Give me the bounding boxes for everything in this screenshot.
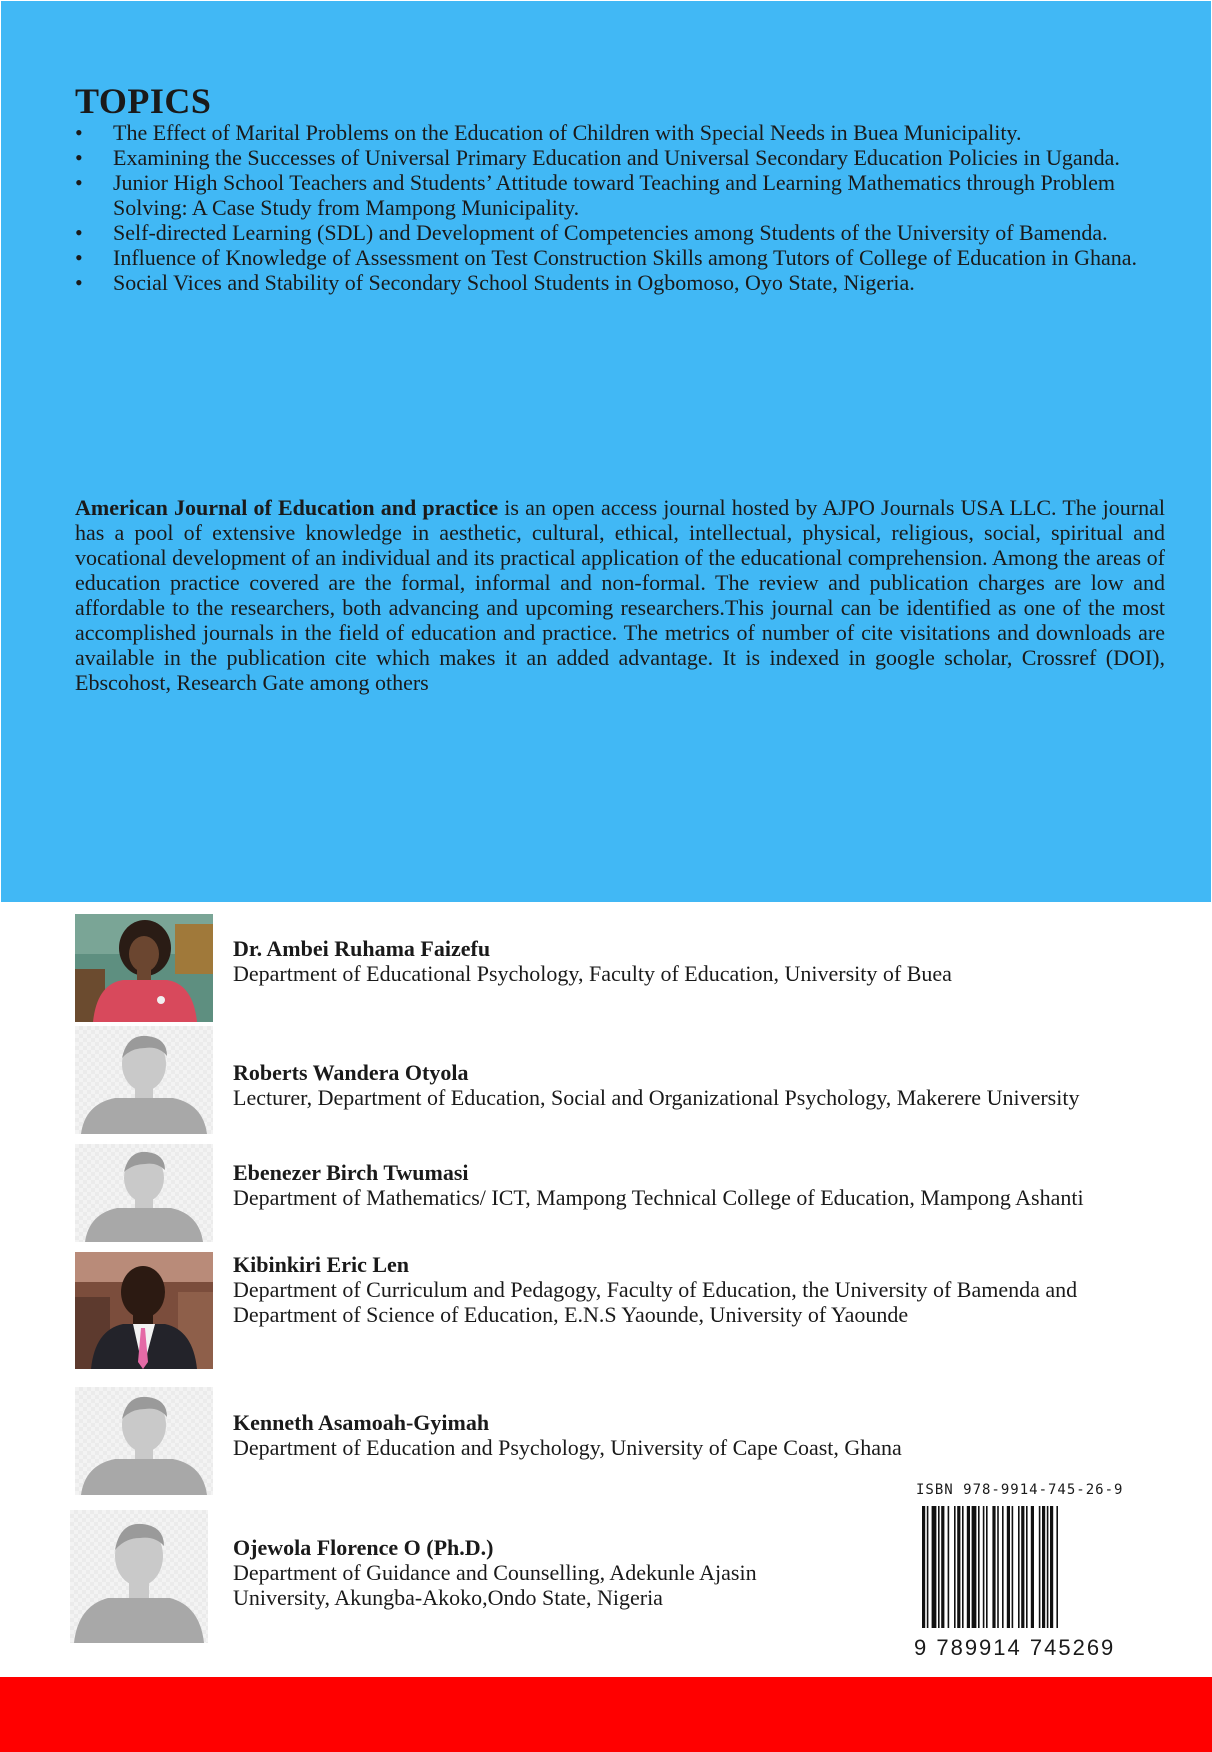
barcode-bar — [983, 1506, 985, 1628]
barcode-bar — [986, 1506, 988, 1628]
author-info — [233, 1252, 1158, 1327]
bullet-icon: • — [75, 120, 83, 145]
bullet-icon: • — [75, 145, 83, 170]
author-department: Lecturer, Department of Education, Social and Organizational Psychology, Makerere University — [233, 1085, 1080, 1110]
barcode-bar — [954, 1506, 956, 1628]
bullet-icon: • — [75, 170, 83, 195]
author-name: Ebenezer Birch Twumasi — [233, 1160, 469, 1185]
author-name: Dr. Ambei Ruhama Faizefu — [233, 936, 491, 961]
barcode-bar — [957, 1506, 960, 1628]
barcode-bar — [1031, 1506, 1034, 1628]
barcode-bar — [1012, 1506, 1014, 1628]
barcode-bar — [948, 1506, 950, 1628]
author-entry — [75, 1026, 1175, 1136]
barcode-bar — [1039, 1506, 1041, 1628]
avatar-placeholder-icon — [70, 1510, 208, 1643]
author-department: Department of Guidance and Counselling, Adekunle Ajasin University, Akungba-Akoko,Ondo State, Nigeria — [233, 1560, 757, 1610]
author-entry — [75, 914, 1175, 1024]
topic-item: • Examining the Successes of Universal Primary Education and Universal Secondary Education Policies in Uganda. — [75, 145, 1120, 170]
bullet-icon: • — [75, 220, 83, 245]
author-photo — [75, 914, 213, 1022]
journal-name: American Journal of Education and practice — [75, 495, 499, 520]
barcode-bar — [1021, 1506, 1024, 1628]
author-photo — [75, 1252, 213, 1369]
author-department: Department of Mathematics/ ICT, Mampong Technical College of Education, Mampong Ashanti — [233, 1185, 1084, 1210]
author-info — [233, 1060, 1133, 1110]
barcode-bar — [1002, 1506, 1004, 1628]
barcode-bar — [992, 1506, 995, 1628]
barcode-bar — [932, 1506, 937, 1628]
topics-section — [75, 82, 1165, 295]
author-entry — [75, 1144, 1175, 1254]
barcode-bar — [967, 1506, 970, 1628]
barcode-bar — [927, 1506, 929, 1628]
barcode-bar — [962, 1506, 964, 1628]
barcode-bar — [1047, 1506, 1049, 1628]
avatar-placeholder-icon — [75, 1144, 213, 1242]
barcode-bar — [1050, 1506, 1053, 1628]
topic-item: • Influence of Knowledge of Assessment on Test Construction Skills among Tutors of College of Education in Ghana. — [75, 245, 1137, 270]
author-name: Kibinkiri Eric Len — [233, 1252, 410, 1277]
author-department: Department of Education and Psychology, University of Cape Coast, Ghana — [233, 1435, 902, 1460]
topic-list — [75, 120, 1165, 295]
barcode-bar — [978, 1506, 980, 1628]
barcode-icon — [908, 1480, 1132, 1660]
author-name: Roberts Wandera Otyola — [233, 1060, 469, 1085]
author-department: Department of Educational Psychology, Faculty of Education, University of Buea — [233, 961, 952, 986]
barcode-bar — [972, 1506, 977, 1628]
topic-item: • Social Vices and Stability of Secondary School Students in Ogbomoso, Oyo State, Nigeria. — [75, 270, 915, 295]
barcode-digits: 9 789914 745269 — [914, 1635, 1116, 1660]
author-name: Kenneth Asamoah-Gyimah — [233, 1410, 490, 1435]
bullet-icon: • — [75, 245, 83, 270]
journal-description-text: is an open access journal hosted by AJPO Journals USA LLC. The journal has a pool of extensive knowledge in aesthetic, cultural, ethical, intellectual, physical, religious, social, spiritual and vocational development of an individual and its practical application of the educational comprehension. Among the areas of education practice covered are the formal, informal and non-formal. The review and publication charges are low and affordable to the researchers, both advancing and upcoming researchers.This journal can be identified as one of the most accomplished journals in the field of education and practice. The metrics of number of cite visitations and downloads are available in the publication cite which makes it an added advantage. It is indexed in google scholar, Crossref (DOI), Ebscohost, Research Gate among others — [75, 495, 1165, 695]
author-info — [233, 1535, 833, 1610]
barcode-bar — [922, 1506, 925, 1628]
avatar-placeholder-icon — [75, 1387, 213, 1495]
barcode-bar — [1042, 1506, 1045, 1628]
barcode-bar — [941, 1506, 944, 1628]
cover-bottom-band — [0, 1677, 1212, 1752]
topic-item: • Self-directed Learning (SDL) and Development of Competencies among Students of the University of Bamenda. — [75, 220, 1108, 245]
topics-heading: TOPICS — [75, 81, 212, 121]
topic-item: • The Effect of Marital Problems on the Education of Children with Special Needs in Buea Municipality. — [75, 120, 1022, 145]
barcode-bar — [938, 1506, 940, 1628]
journal-description — [75, 495, 1165, 695]
author-info — [233, 1410, 902, 1460]
author-entry — [75, 1252, 1175, 1362]
isbn-label: ISBN 978-9914-745-26-9 — [916, 1482, 1124, 1498]
barcode-bar — [1018, 1506, 1020, 1628]
barcode-bar — [1007, 1506, 1010, 1628]
author-info — [233, 936, 952, 986]
avatar-placeholder-icon — [75, 1026, 213, 1134]
author-info — [233, 1160, 1133, 1210]
barcode-bar — [1026, 1506, 1028, 1628]
author-department: Department of Curriculum and Pedagogy, Faculty of Education, the University of Bamenda and Department of Science of Education, E.N.S Yaounde, University of Yaounde — [233, 1277, 1078, 1327]
author-name: Ojewola Florence O (Ph.D.) — [233, 1535, 494, 1560]
barcode-bar — [997, 1506, 999, 1628]
barcode-bar — [1056, 1506, 1058, 1628]
bullet-icon: • — [75, 270, 83, 295]
topic-item: • Junior High School Teachers and Students’ Attitude toward Teaching and Learning Mathematics through Problem Solving: A Case Study from Mampong Municipality. — [75, 170, 1115, 220]
